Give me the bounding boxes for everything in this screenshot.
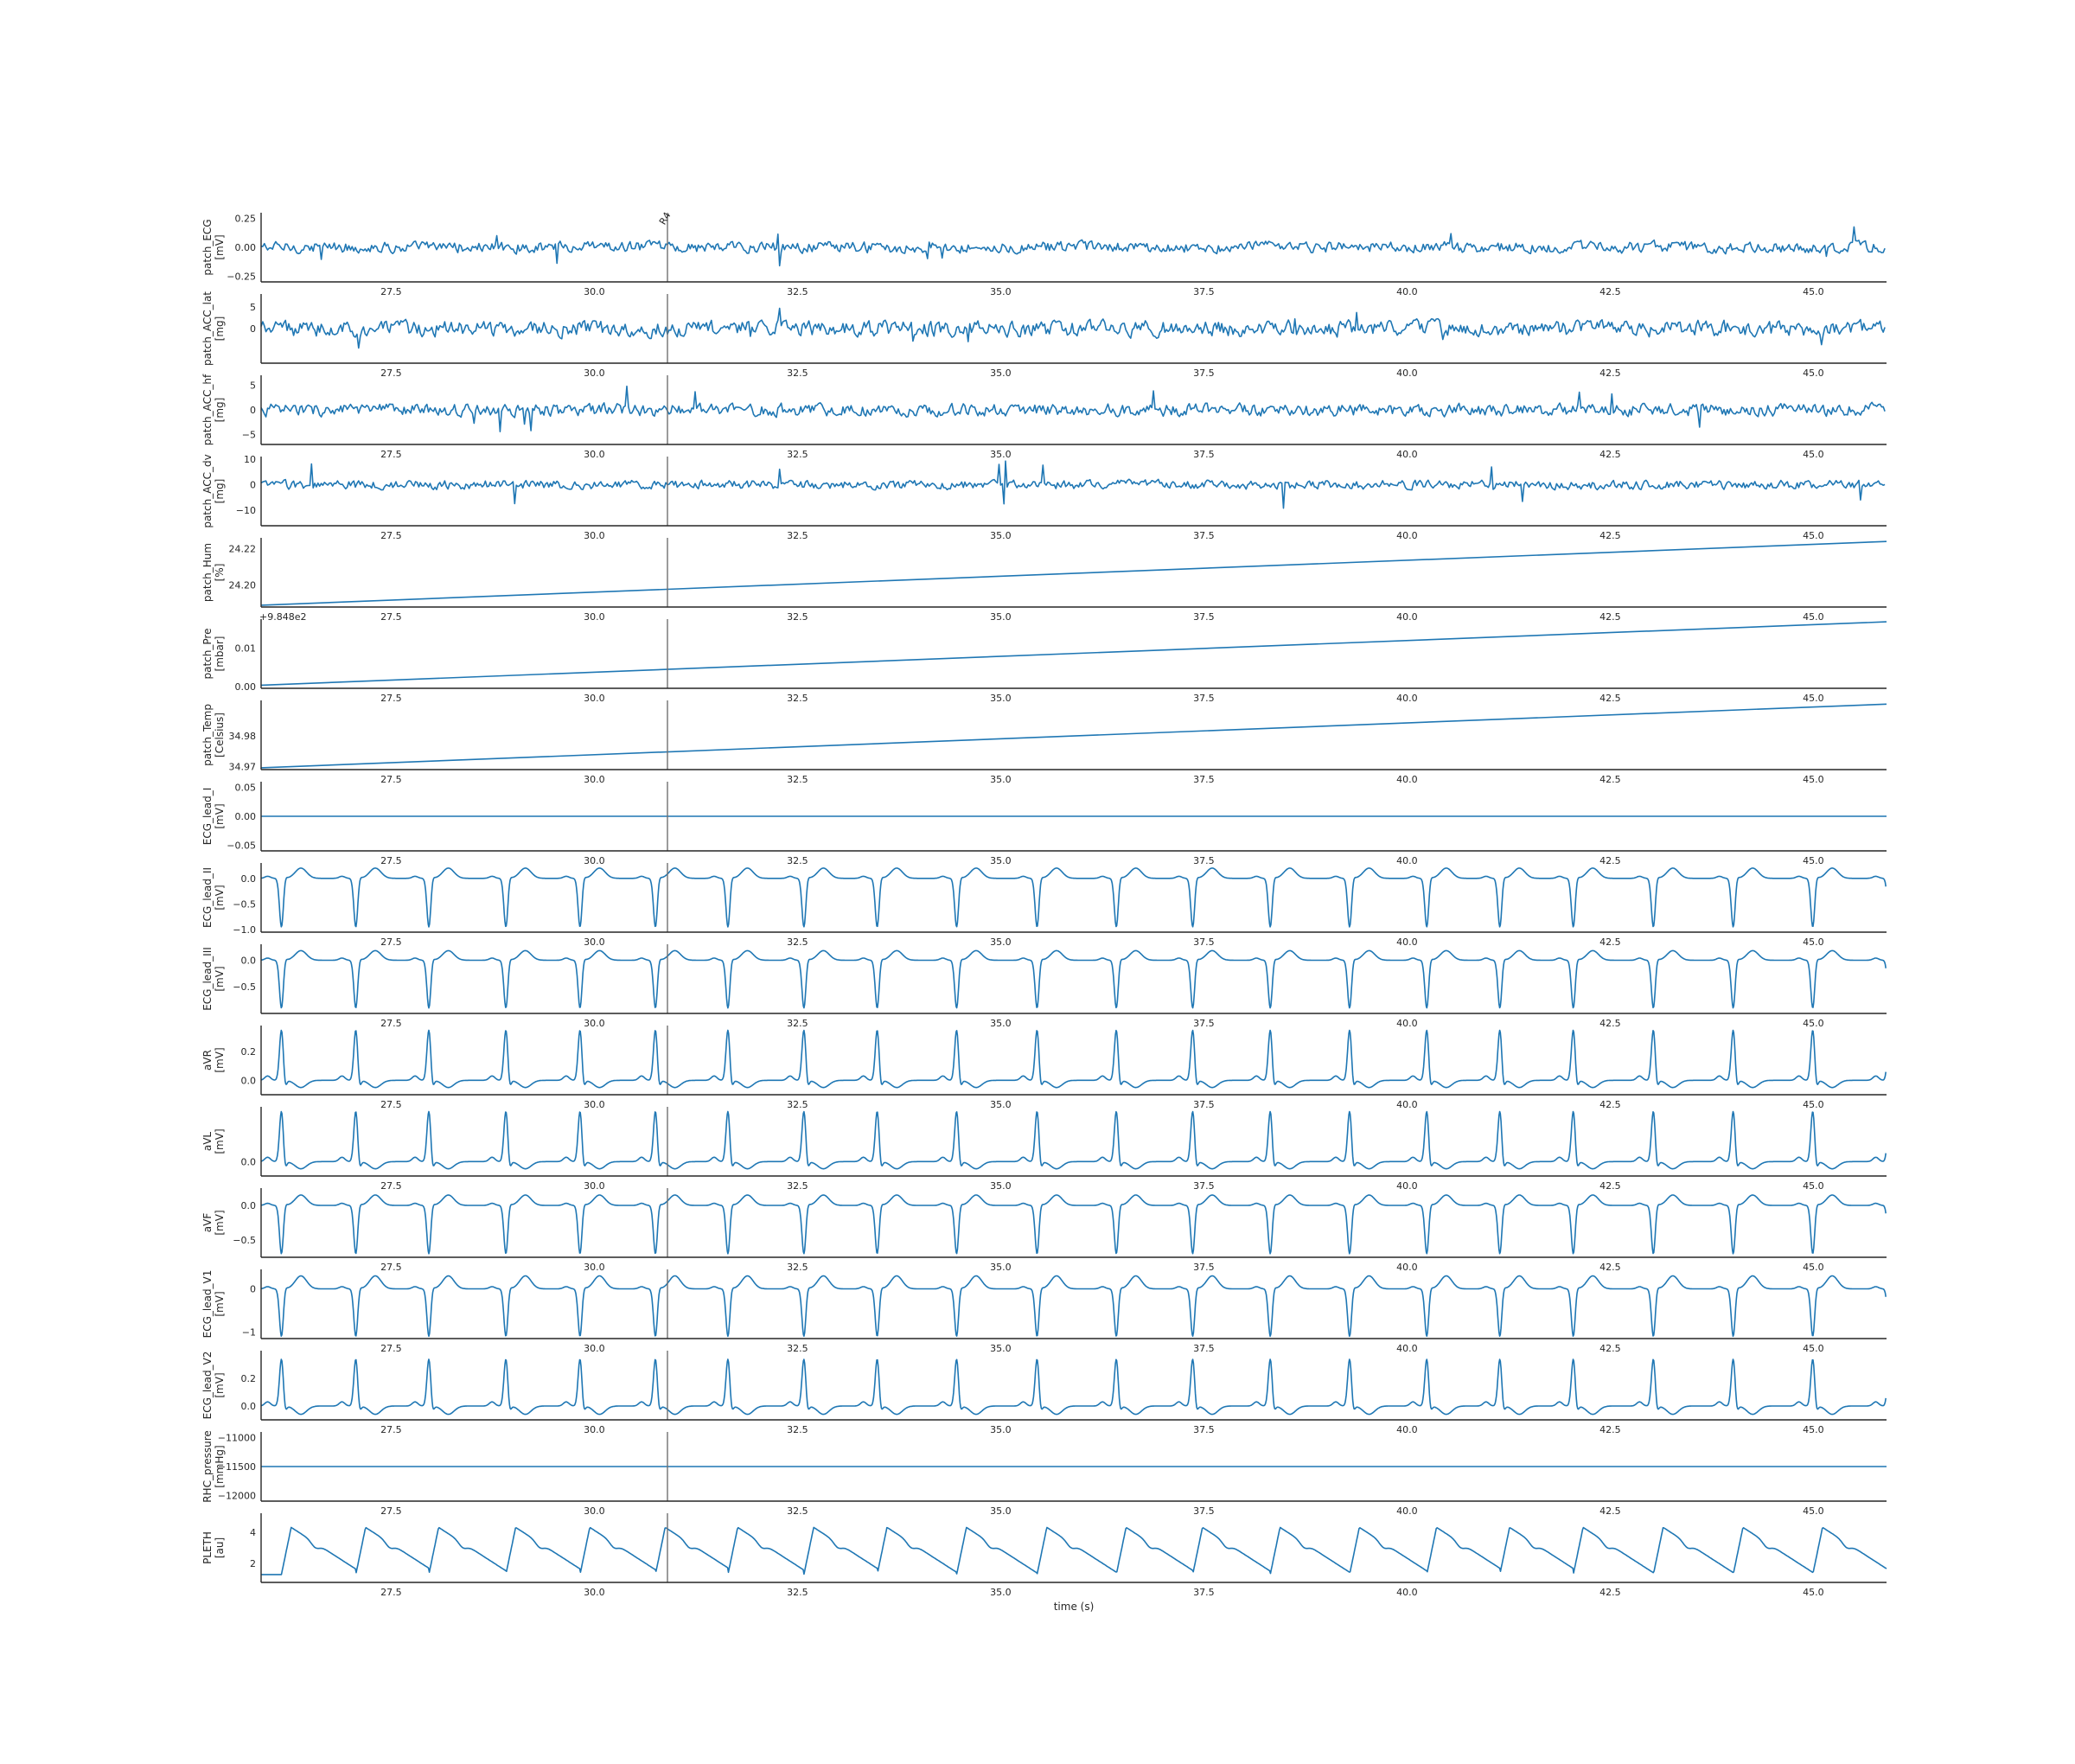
x-tick-label: 37.5: [1193, 530, 1215, 541]
x-tick-label: 40.0: [1396, 1424, 1418, 1435]
x-tick-label: 42.5: [1599, 368, 1621, 379]
y-tick-label: −0.5: [233, 1235, 256, 1246]
y-tick-label: 0.00: [234, 681, 256, 693]
x-tick-label: 27.5: [380, 1424, 402, 1435]
y-axis-label: [201, 704, 226, 766]
y-axis-label: [201, 219, 226, 275]
x-tick-label: 45.0: [1803, 693, 1824, 704]
offset-text: +9.848e2: [259, 611, 307, 623]
x-tick-label: 45.0: [1803, 936, 1824, 948]
y-axis-label-unit: [mV]: [214, 1291, 226, 1317]
x-axis-label: time (s): [1053, 1601, 1095, 1613]
y-tick-label: 0: [250, 1283, 256, 1295]
x-tick-label: 35.0: [990, 368, 1012, 379]
x-tick-label: 37.5: [1193, 855, 1215, 866]
y-tick-label: 0.2: [240, 1373, 256, 1384]
y-tick-label: 24.22: [228, 543, 256, 555]
x-tick-label: 42.5: [1599, 1099, 1621, 1110]
y-axis-label-unit: [Celsius]: [214, 713, 226, 757]
x-tick-label: 45.0: [1803, 1018, 1824, 1029]
panel-patch_Pre: [201, 619, 1887, 704]
y-tick-label: 5: [250, 302, 256, 313]
y-tick-label: −1: [241, 1326, 256, 1339]
x-tick-label: 32.5: [787, 855, 808, 866]
y-tick-label: 34.98: [228, 730, 256, 742]
x-tick-label: 35.0: [990, 449, 1012, 460]
trace-ECG_lead_III: [261, 950, 1886, 1007]
y-tick-label: −0.5: [233, 898, 256, 911]
panel-patch_ACC_dv: [201, 454, 1887, 541]
x-tick-label: 27.5: [380, 368, 402, 379]
x-tick-label: 30.0: [584, 1505, 605, 1517]
y-axis-label-name: aVL: [201, 1131, 214, 1152]
trace-patch_ACC_lat: [261, 309, 1885, 348]
x-tick-label: 42.5: [1599, 1587, 1621, 1598]
x-tick-label: 45.0: [1803, 530, 1824, 541]
panel-patch_Temp: [201, 700, 1887, 785]
x-tick-label: 27.5: [380, 774, 402, 785]
y-axis-label-name: patch_ECG: [201, 219, 214, 276]
x-tick-label: 45.0: [1803, 1262, 1824, 1273]
x-tick-label: 27.5: [380, 855, 402, 866]
y-axis-label-unit: [mg]: [214, 316, 226, 342]
x-tick-label: 37.5: [1193, 368, 1215, 379]
y-axis-label-unit: [mg]: [214, 397, 226, 423]
y-axis-label-name: aVF: [201, 1212, 214, 1233]
trace-patch_ACC_hf: [261, 387, 1885, 432]
x-tick-label: 45.0: [1803, 774, 1824, 785]
x-tick-label: 37.5: [1193, 1180, 1215, 1192]
x-tick-label: 27.5: [380, 1343, 402, 1354]
x-tick-label: 37.5: [1193, 936, 1215, 948]
y-axis-label-unit: [mV]: [214, 1372, 226, 1398]
x-tick-label: 27.5: [380, 1262, 402, 1273]
x-tick-label: 35.0: [990, 286, 1012, 297]
x-tick-label: 40.0: [1396, 936, 1418, 948]
y-tick-label: −12000: [217, 1490, 256, 1502]
y-axis-label: [201, 454, 226, 527]
panel-aVR: [201, 1026, 1887, 1110]
x-tick-label: 32.5: [787, 1505, 808, 1517]
trace-patch_ECG: [261, 227, 1885, 265]
y-axis-label-unit: [mmHg]: [214, 1445, 226, 1488]
y-axis-label-name: RHC_pressure: [201, 1430, 214, 1503]
panel-RHC_pressure: [201, 1430, 1887, 1517]
x-tick-label: 27.5: [380, 530, 402, 541]
x-tick-label: 30.0: [584, 368, 605, 379]
panel-ECG_lead_II: [201, 863, 1887, 948]
x-tick-label: 27.5: [380, 1099, 402, 1110]
x-tick-label: 37.5: [1193, 1262, 1215, 1273]
x-tick-label: 35.0: [990, 1180, 1012, 1192]
y-tick-label: 0.0: [240, 1156, 256, 1168]
trace-aVL: [261, 1112, 1886, 1169]
panel-aVF: [201, 1188, 1887, 1273]
x-tick-label: 35.0: [990, 855, 1012, 866]
x-tick-label: 30.0: [584, 855, 605, 866]
x-tick-label: 40.0: [1396, 1262, 1418, 1273]
y-axis-label-unit: [mg]: [214, 478, 226, 504]
x-tick-label: 32.5: [787, 1180, 808, 1192]
trace-ECG_lead_V2: [261, 1359, 1886, 1415]
x-tick-label: 30.0: [584, 286, 605, 297]
x-tick-label: 35.0: [990, 1018, 1012, 1029]
x-tick-label: 32.5: [787, 1262, 808, 1273]
x-tick-label: 35.0: [990, 611, 1012, 623]
y-tick-label: 0.00: [234, 242, 256, 253]
x-tick-label: 45.0: [1803, 1099, 1824, 1110]
x-tick-label: 42.5: [1599, 1424, 1621, 1435]
x-tick-label: 37.5: [1193, 1343, 1215, 1354]
x-tick-label: 37.5: [1193, 1424, 1215, 1435]
x-tick-label: 32.5: [787, 368, 808, 379]
x-tick-label: 32.5: [787, 1099, 808, 1110]
y-axis-label-name: ECG_lead_III: [201, 947, 214, 1011]
x-tick-label: 27.5: [380, 1505, 402, 1517]
y-axis-label-unit: [mV]: [214, 803, 226, 829]
y-tick-label: 10: [244, 453, 256, 465]
y-tick-label: 0: [250, 323, 256, 335]
x-tick-label: 37.5: [1193, 693, 1215, 704]
y-axis-label-name: ECG_lead_II: [201, 866, 214, 929]
x-tick-label: 45.0: [1803, 449, 1824, 460]
x-tick-label: 40.0: [1396, 1343, 1418, 1354]
x-tick-label: 37.5: [1193, 1018, 1215, 1029]
x-tick-label: 37.5: [1193, 774, 1215, 785]
panel-PLETH: [201, 1513, 1887, 1598]
x-tick-label: 30.0: [584, 1587, 605, 1598]
event-marker-label: R4: [657, 210, 674, 227]
x-tick-label: 27.5: [380, 1018, 402, 1029]
y-tick-label: 0.00: [234, 811, 256, 822]
panel-ECG_lead_III: [201, 944, 1887, 1029]
x-tick-label: 27.5: [380, 1587, 402, 1598]
x-tick-label: 35.0: [990, 693, 1012, 704]
y-axis-label: [201, 1128, 226, 1154]
y-axis-label-name: ECG_lead_I: [201, 787, 214, 846]
x-tick-label: 32.5: [787, 1018, 808, 1029]
y-tick-label: −5: [241, 429, 256, 441]
x-tick-label: 35.0: [990, 1424, 1012, 1435]
x-tick-label: 32.5: [787, 611, 808, 623]
panel-ECG_lead_V1: [201, 1269, 1887, 1354]
y-axis-label: [201, 788, 226, 846]
y-axis-label-unit: [au]: [214, 1537, 226, 1559]
trace-aVF: [261, 1195, 1886, 1254]
x-tick-label: 30.0: [584, 1018, 605, 1029]
x-tick-label: 30.0: [584, 693, 605, 704]
x-tick-label: 32.5: [787, 449, 808, 460]
y-axis-label-name: aVR: [201, 1050, 214, 1071]
y-tick-label: −0.05: [227, 840, 256, 852]
signal-panels: [201, 213, 1887, 1598]
x-tick-label: 35.0: [990, 530, 1012, 541]
x-tick-label: 40.0: [1396, 855, 1418, 866]
y-axis-label: [201, 1270, 226, 1339]
x-tick-label: 42.5: [1599, 1505, 1621, 1517]
x-tick-label: 45.0: [1803, 611, 1824, 623]
x-tick-label: 30.0: [584, 1099, 605, 1110]
x-tick-label: 30.0: [584, 1343, 605, 1354]
x-tick-label: 40.0: [1396, 1505, 1418, 1517]
trace-patch_Pre: [261, 622, 1887, 685]
trace-patch_ACC_dv: [261, 461, 1885, 508]
x-tick-label: 40.0: [1396, 774, 1418, 785]
x-tick-label: 42.5: [1599, 855, 1621, 866]
y-tick-label: −11000: [217, 1432, 256, 1444]
y-axis-label-name: patch_ACC_hf: [201, 374, 214, 446]
x-tick-label: 32.5: [787, 1424, 808, 1435]
x-tick-label: 40.0: [1396, 530, 1418, 541]
y-tick-label: 5: [250, 380, 256, 392]
y-tick-label: −1.0: [233, 924, 256, 936]
y-tick-label: −11500: [217, 1461, 256, 1473]
y-axis-label-name: patch_Temp: [201, 704, 214, 766]
x-tick-label: 32.5: [787, 1587, 808, 1598]
y-axis-label: [201, 1531, 226, 1564]
x-tick-label: 37.5: [1193, 286, 1215, 297]
x-tick-label: 30.0: [584, 611, 605, 623]
x-tick-label: 42.5: [1599, 693, 1621, 704]
y-tick-label: −10: [235, 505, 256, 517]
x-tick-label: 45.0: [1803, 1424, 1824, 1435]
x-tick-label: 40.0: [1396, 368, 1418, 379]
y-axis-label: [201, 374, 226, 445]
x-tick-label: 27.5: [380, 1180, 402, 1192]
x-tick-label: 35.0: [990, 774, 1012, 785]
y-axis-label-name: patch_Pre: [201, 628, 214, 680]
panel-patch_ACC_lat: [201, 291, 1887, 379]
x-tick-label: 30.0: [584, 1424, 605, 1435]
x-tick-label: 42.5: [1599, 936, 1621, 948]
event-marker-label-group: [657, 210, 674, 227]
y-axis-label: [201, 1352, 226, 1420]
x-tick-label: 35.0: [990, 1505, 1012, 1517]
x-tick-label: 35.0: [990, 936, 1012, 948]
trace-ECG_lead_II: [261, 868, 1886, 927]
y-tick-label: 0.0: [240, 955, 256, 967]
x-tick-label: 37.5: [1193, 449, 1215, 460]
x-tick-label: 30.0: [584, 449, 605, 460]
x-tick-label: 35.0: [990, 1343, 1012, 1354]
y-axis-label-name: PLETH: [201, 1531, 214, 1564]
x-tick-label: 30.0: [584, 1262, 605, 1273]
y-axis-label-unit: [mV]: [214, 1047, 226, 1073]
panel-aVL: [201, 1107, 1887, 1192]
trace-patch_Hum: [261, 541, 1887, 605]
x-tick-label: 40.0: [1396, 1018, 1418, 1029]
y-axis-label-unit: [%]: [214, 563, 226, 582]
y-axis-label-unit: [mV]: [214, 885, 226, 911]
x-tick-label: 45.0: [1803, 286, 1824, 297]
y-tick-label: 0.0: [240, 1200, 256, 1211]
x-tick-label: 40.0: [1396, 1587, 1418, 1598]
x-tick-label: 42.5: [1599, 449, 1621, 460]
y-tick-label: 0: [250, 479, 256, 491]
x-tick-label: 40.0: [1396, 1099, 1418, 1110]
x-tick-label: 42.5: [1599, 1180, 1621, 1192]
y-axis-label-name: patch_ACC_lat: [201, 291, 214, 367]
y-tick-label: 0.05: [234, 782, 256, 794]
trace-PLETH: [261, 1527, 1887, 1575]
x-tick-label: 45.0: [1803, 1587, 1824, 1598]
y-axis-label-name: patch_Hum: [201, 542, 214, 603]
y-tick-label: 0: [250, 405, 256, 416]
x-tick-label: 30.0: [584, 936, 605, 948]
x-tick-label: 45.0: [1803, 368, 1824, 379]
y-tick-label: 0.0: [240, 872, 256, 885]
y-tick-label: 0.0: [240, 1401, 256, 1412]
y-tick-label: 0.0: [240, 1075, 256, 1087]
x-tick-label: 42.5: [1599, 1262, 1621, 1273]
y-tick-label: 0.25: [234, 213, 256, 225]
x-tick-label: 40.0: [1396, 693, 1418, 704]
x-tick-label: 32.5: [787, 693, 808, 704]
y-tick-label: −0.25: [227, 271, 256, 283]
x-tick-label: 27.5: [380, 611, 402, 623]
x-tick-label: 45.0: [1803, 1505, 1824, 1517]
y-axis-label-name: ECG_lead_V2: [201, 1351, 214, 1420]
x-tick-label: 37.5: [1193, 611, 1215, 623]
y-tick-label: 24.20: [228, 579, 256, 591]
trace-ECG_lead_V1: [261, 1276, 1886, 1337]
x-tick-label: 37.5: [1193, 1099, 1215, 1110]
y-tick-label: 34.97: [228, 761, 256, 773]
x-tick-label: 27.5: [380, 693, 402, 704]
y-axis-label: [201, 291, 226, 366]
y-axis-label-name: patch_ACC_dv: [201, 454, 214, 528]
y-axis-label-unit: [mV]: [214, 1128, 226, 1154]
panel-patch_Hum: [201, 538, 1887, 623]
panel-patch_ACC_hf: [201, 374, 1887, 460]
x-tick-label: 32.5: [787, 774, 808, 785]
x-tick-label: 32.5: [787, 530, 808, 541]
x-tick-label: 35.0: [990, 1262, 1012, 1273]
y-tick-label: 0.01: [234, 642, 256, 655]
y-axis-label: [201, 1210, 226, 1235]
x-tick-label: 27.5: [380, 936, 402, 948]
y-axis-label: [201, 947, 226, 1011]
y-axis-label: [201, 629, 226, 680]
x-tick-label: 35.0: [990, 1099, 1012, 1110]
y-tick-label: 0.2: [240, 1046, 256, 1058]
x-tick-label: 40.0: [1396, 611, 1418, 623]
y-axis-label: [201, 543, 226, 602]
x-tick-label: 27.5: [380, 286, 402, 297]
panel-patch_ECG: [201, 213, 1887, 297]
panel-ECG_lead_I: [201, 782, 1887, 866]
x-tick-label: 45.0: [1803, 1343, 1824, 1354]
x-tick-label: 40.0: [1396, 449, 1418, 460]
trace-patch_Temp: [261, 704, 1887, 768]
trace-aVR: [261, 1031, 1886, 1088]
y-axis-label-unit: [mV]: [214, 966, 226, 992]
y-axis-label: [201, 867, 226, 928]
x-tick-label: 30.0: [584, 1180, 605, 1192]
y-tick-label: −0.5: [233, 981, 256, 994]
x-tick-label: 37.5: [1193, 1587, 1215, 1598]
y-tick-label: 2: [250, 1558, 256, 1570]
x-tick-label: 30.0: [584, 774, 605, 785]
x-tick-label: 45.0: [1803, 1180, 1824, 1192]
y-axis-label-unit: [mV]: [214, 234, 226, 260]
x-tick-label: 40.0: [1396, 286, 1418, 297]
x-tick-label: 42.5: [1599, 774, 1621, 785]
x-tick-label: 32.5: [787, 286, 808, 297]
x-tick-label: 45.0: [1803, 855, 1824, 866]
y-axis-label-unit: [mbar]: [214, 636, 226, 672]
y-tick-label: 4: [250, 1526, 256, 1538]
x-tick-label: 27.5: [380, 449, 402, 460]
x-tick-label: 35.0: [990, 1587, 1012, 1598]
x-tick-label: 42.5: [1599, 611, 1621, 623]
x-tick-label: 32.5: [787, 936, 808, 948]
y-axis-label: [201, 1047, 226, 1072]
panel-ECG_lead_V2: [201, 1351, 1887, 1435]
x-tick-label: 42.5: [1599, 530, 1621, 541]
x-tick-label: 42.5: [1599, 1018, 1621, 1029]
x-tick-label: 32.5: [787, 1343, 808, 1354]
x-tick-label: 37.5: [1193, 1505, 1215, 1517]
y-axis-label-name: ECG_lead_V1: [201, 1269, 214, 1339]
x-tick-label: 30.0: [584, 530, 605, 541]
x-tick-label: 42.5: [1599, 1343, 1621, 1354]
y-axis-label-unit: [mV]: [214, 1210, 226, 1236]
x-tick-label: 42.5: [1599, 286, 1621, 297]
x-tick-label: 40.0: [1396, 1180, 1418, 1192]
